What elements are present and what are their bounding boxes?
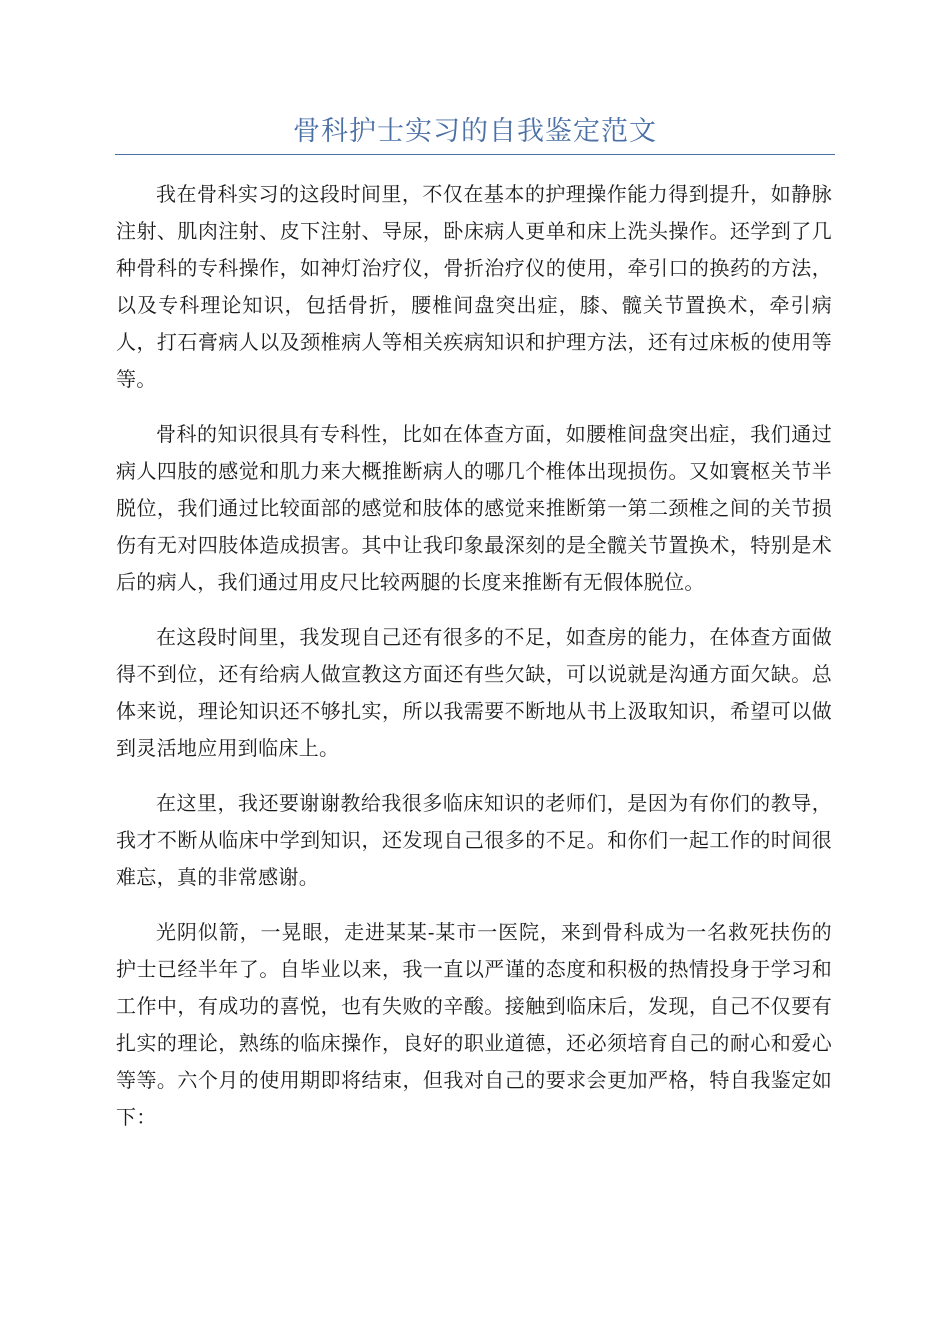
document-title: 骨科护士实习的自我鉴定范文 [293,116,657,147]
paragraph-4: 在这里，我还要谢谢教给我很多临床知识的老师们，是因为有你们的教导，我才不断从临床中学到知识，还发现自己很多的不足。和你们一起工作的时间很难忘，真的非常感谢。 [116,791,832,889]
paragraph-1: 我在骨科实习的这段时间里，不仅在基本的护理操作能力得到提升，如静脉注射、肌肉注射、皮下注射、导尿，卧床病人更单和床上洗头操作。还学到了几种骨科的专科操作，如神灯治疗仪，骨折治疗仪的使用，牵引口的换药的方法，以及专科理论知识，包括骨折，腰椎间盘突出症，膝、髋关节置换术，牵引病人，打石膏病人以及颈椎病人等相关疾病知识和护理方法，还有过床板的使用等等。 [116,182,832,391]
paragraph-3: 在这段时间里，我发现自己还有很多的不足，如查房的能力，在体查方面做得不到位，还有给病人做宣教这方面还有些欠缺，可以说就是沟通方面欠缺。总体来说，理论知识还不够扎实，所以我需要不断地从书上汲取知识，希望可以做到灵活地应用到临床上。 [116,625,832,760]
document-body [116,176,832,1154]
paragraph-5: 光阴似箭，一晃眼，走进某某-某市一医院，来到骨科成为一名救死扶伤的护士已经半年了。自毕业以来，我一直以严谨的态度和积极的热情投身于学习和工作中，有成功的喜悦，也有失败的辛酸。接触到临床后，发现，自己不仅要有扎实的理论，熟练的临床操作，良好的职业道德，还必须培育自己的耐心和爱心等等。六个月的使用期即将结束，但我对自己的要求会更加严格，特自我鉴定如下： [116,920,832,1129]
title-underline [115,154,835,155]
paragraph-2: 骨科的知识很具有专科性，比如在体查方面，如腰椎间盘突出症，我们通过病人四肢的感觉和肌力来大概推断病人的哪几个椎体出现损伤。又如寰枢关节半脱位，我们通过比较面部的感觉和肢体的感觉来推断第一第二颈椎之间的关节损伤有无对四肢体造成损害。其中让我印象最深刻的是全髋关节置换术，特别是术后的病人，我们通过用皮尺比较两腿的长度来推断有无假体脱位。 [116,422,832,594]
